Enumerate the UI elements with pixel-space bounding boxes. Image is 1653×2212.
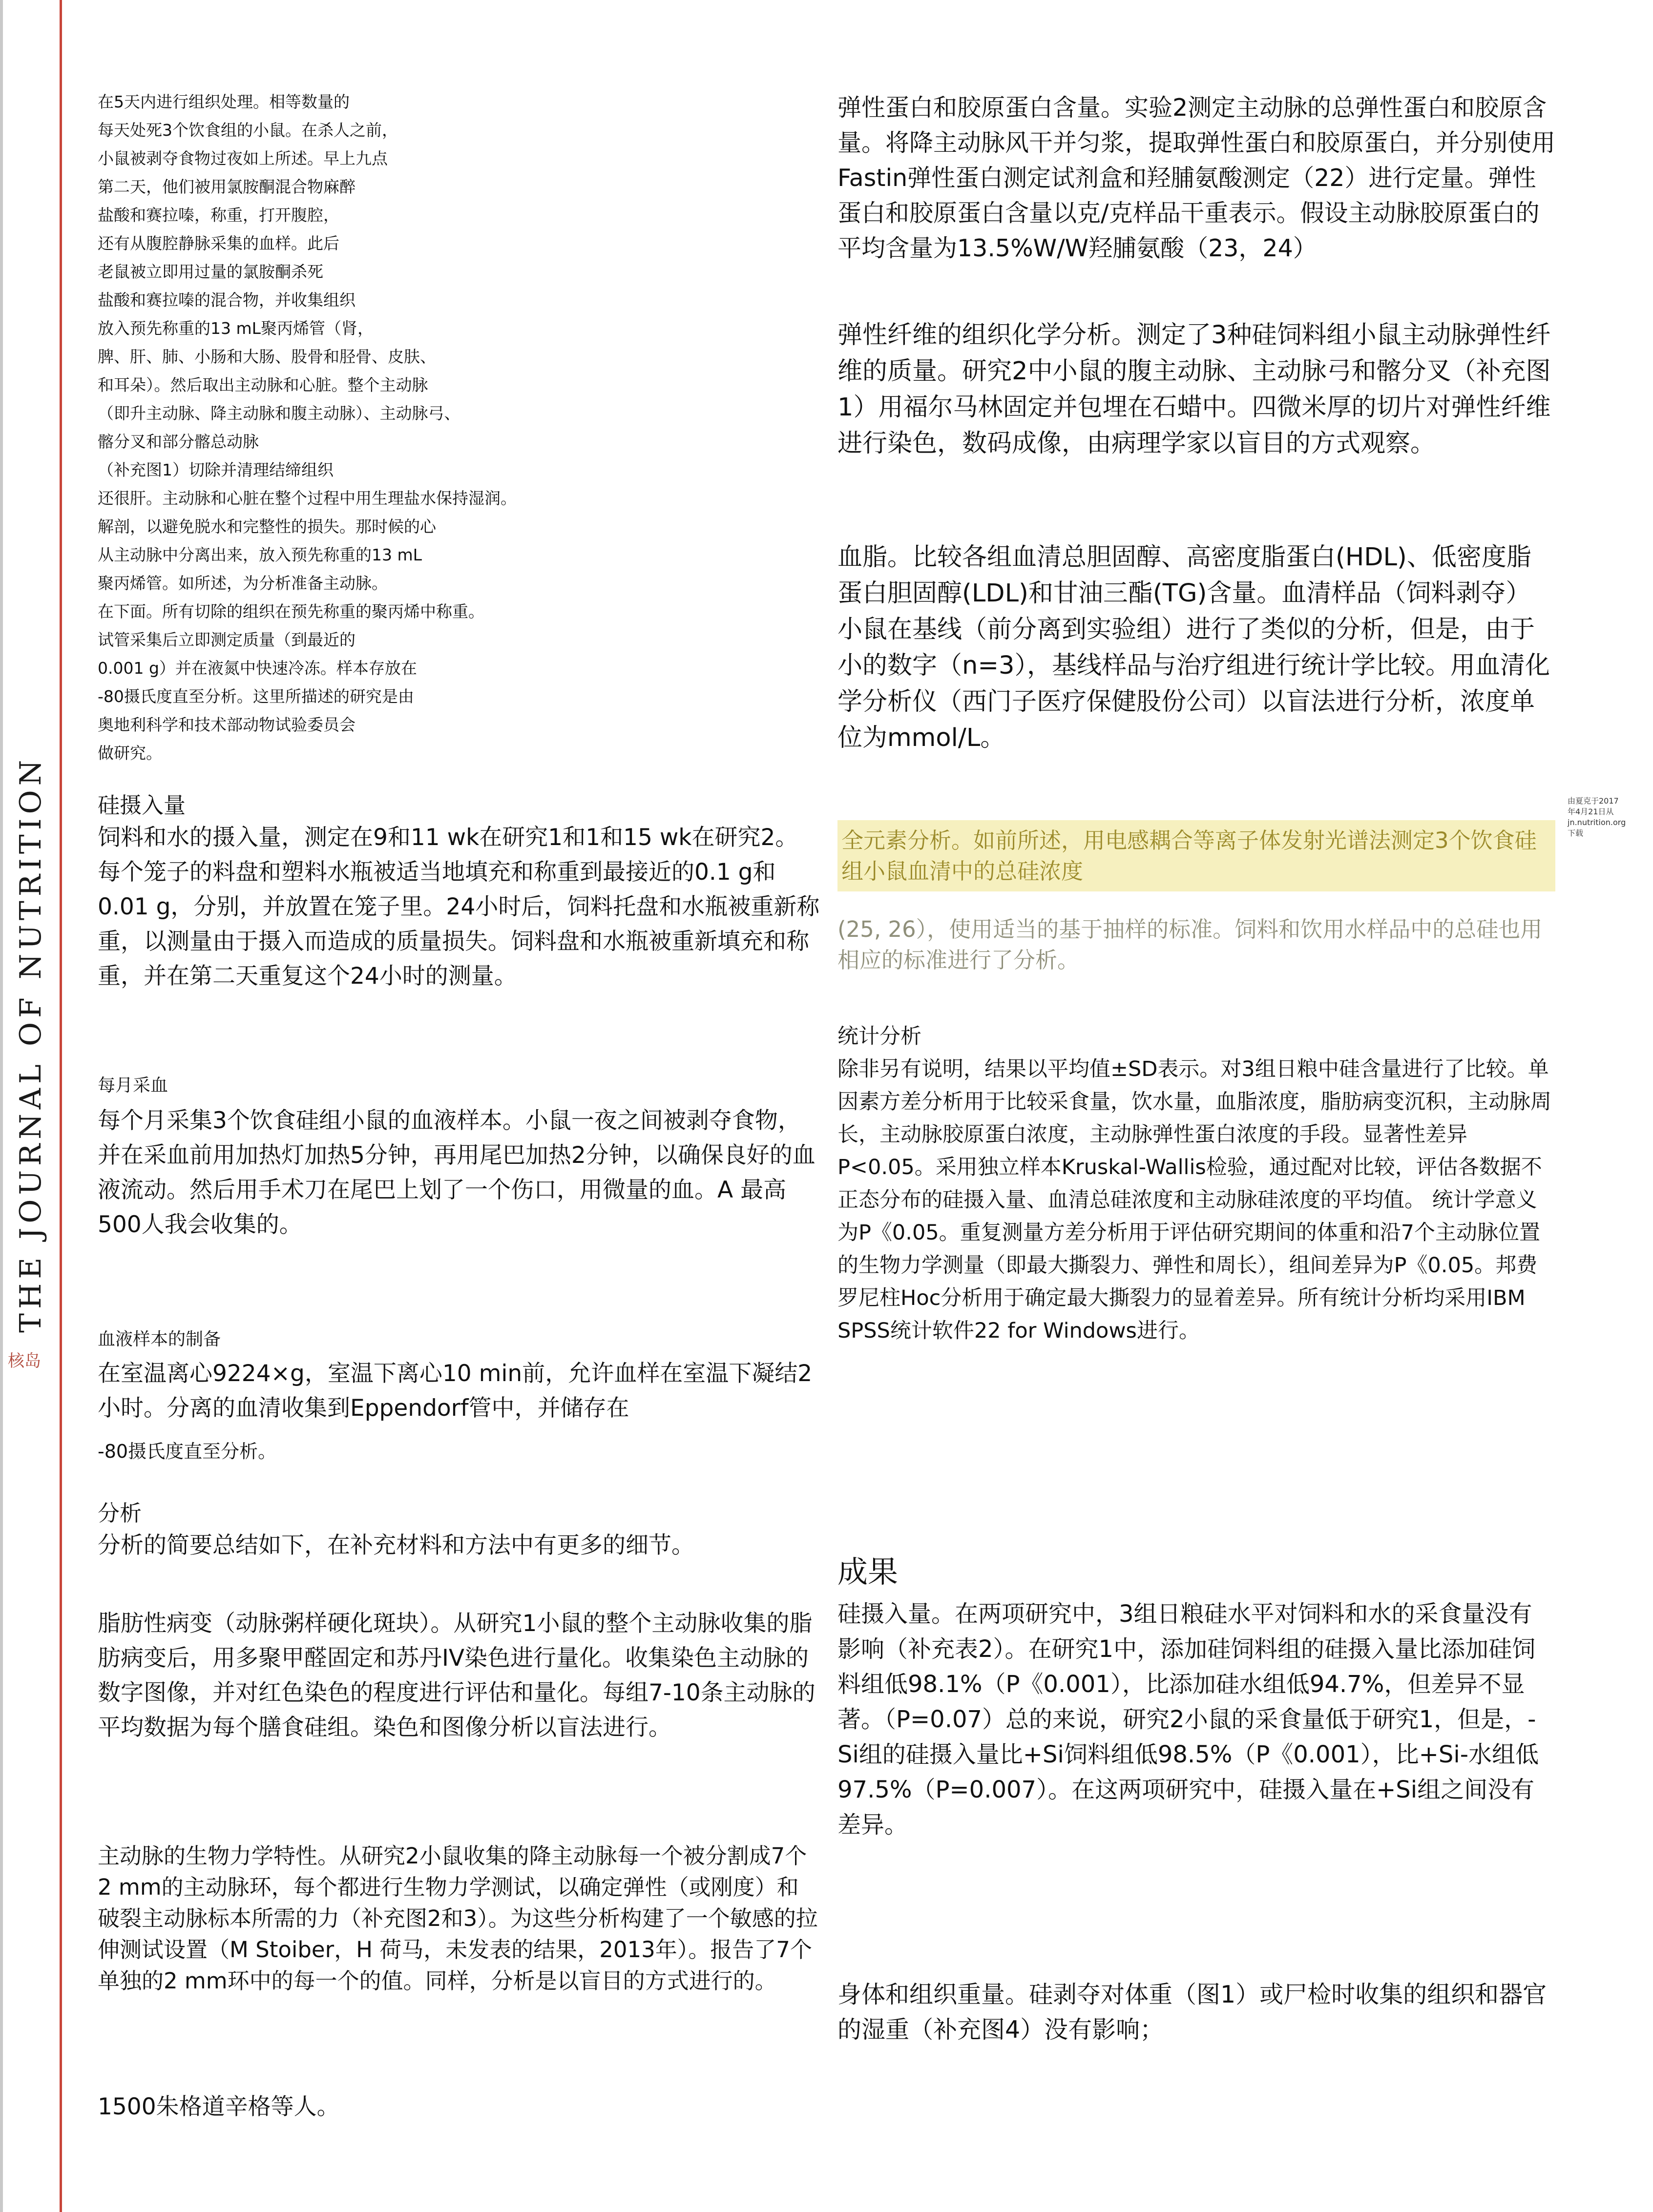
stats-text: 除非另有说明，结果以平均值±SD表示。对3组日粮中硅含量进行了比较。单因素方差分析用于比较采食量，饮水量，血脂浓度，脂肪病变沉积，主动脉周长，主动脉胶原蛋白浓度，主动脉弹性蛋白浓度的手段。显著性差异P<0.05。采用独立样本Kruskal-Wallis检验，通过配对比较，评估各数据不正态分布的硅摄入量、血清总硅浓度和主动脉硅浓度的平均值。 统计学意义为P《0.05。重复测量方差分析用于评估研究期间的体重和沿7个主动脉位置的生物力学测量（即最大撕裂力、弹性和周长），组间差异为P《0.05。邦费罗尼柱Hoc分析用于确定最大撕裂力的显着差异。所有统计分析均采用IBM SPSS统计软件22 for Windows进行。 — [837, 1057, 1551, 1343]
intro-line: 在下面。所有切除的组织在预先称重的聚丙烯中称重。 — [98, 602, 484, 621]
monthly-section — [98, 1074, 820, 1242]
body-weight-section — [837, 1977, 1555, 2047]
footer-section — [98, 2089, 820, 2124]
intro-line: 每天处死3个饮食组的小鼠。在杀人之前， — [98, 121, 398, 140]
element-grey-text: (25, 26），使用适当的基于抽样的标准。饲料和饮用水样品中的总硅也用相应的标准进行了分析。 — [837, 916, 1543, 973]
fatty-text: 脂肪性病变（动脉粥样硬化斑块）。从研究1小鼠的整个主动脉收集的脂肪病变后，用多聚甲醛固定和苏丹IV染色进行量化。收集染色主动脉的数字图像，并对红色染色的程度进行评估和量化。每组7-10条主动脉的平均数据为每个膳食硅组。染色和图像分析以盲法进行。 — [98, 1610, 816, 1741]
element-highlight: 全元素分析。如前所述，用电感耦合等离子体发射光谱法测定3个饮食硅组小鼠血清中的总硅浓度 — [837, 820, 1555, 891]
intro-line: 放入预先称重的13 mL聚丙烯管（肾， — [98, 319, 374, 338]
analysis-heading: 分析 — [98, 1500, 142, 1526]
intro-line: 还很肝。主动脉和心脏在整个过程中用生理盐水保持湿润。 — [98, 489, 517, 508]
intro-line: （补充图1）切除并清理结缔组织 — [98, 460, 334, 479]
intro-line: -80摄氏度直至分析。这里所描述的研究是由 — [98, 687, 414, 706]
intro-line: 第二天，他们被用氯胺酮混合物麻醉 — [98, 177, 356, 196]
si-intake-section — [98, 791, 820, 993]
intro-line: 聚丙烯管。如所述，为分析准备主动脉。 — [98, 574, 388, 593]
intro-line: 盐酸和赛拉嗪，称重，打开腹腔， — [98, 206, 339, 225]
histo-text: 弹性纤维的组织化学分析。测定了3种硅饲料组小鼠主动脉弹性纤维的质量。研究2中小鼠的腹主动脉、主动脉弓和髂分叉（补充图1）用福尔马林固定并包埋在石蜡中。四微米厚的切片对弹性纤维进行染色，数码成像，由病理学家以盲目的方式观察。 — [837, 321, 1551, 458]
intro-line: 解剖，以避免脱水和完整性的损失。那时候的心 — [98, 517, 436, 536]
intro-line: 做研究。 — [98, 744, 162, 763]
results-text: 硅摄入量。在两项研究中，3组日粮硅水平对饲料和水的采食量没有影响（补充表2）。在研究1中，添加硅饲料组的硅摄入量比添加硅饲料组低98.1%（P《0.001），比添加硅水组低94.7%，但差异不显著。（P=0.07）总的来说，研究2小鼠的采食量低于研究1，但是，-Si组的硅摄入量比+Si饲料组低98.5%（P《0.001），比+Si-水组低97.5%（P=0.007）。在这两项研究中，硅摄入量在+Si组之间没有差异。 — [837, 1600, 1539, 1839]
stats-section — [837, 1020, 1555, 1347]
intro-line: 从主动脉中分离出来，放入预先称重的13 mL — [98, 545, 422, 564]
prep-heading: 血液样本的制备 — [98, 1329, 221, 1349]
elastin-text: 弹性蛋白和胶原蛋白含量。实验2测定主动脉的总弹性蛋白和胶原含量。将降主动脉风干并匀浆，提取弹性蛋白和胶原蛋白，并分别使用Fastin弹性蛋白测定试剂盒和羟脯氨酸测定（22）进行定量。弹性蛋白和胶原蛋白含量以克/克样品干重表示。假设主动脉胶原蛋白的平均含量为13.5%W/W羟脯氨酸（23，24） — [837, 94, 1556, 262]
intro-line: 还有从腹腔静脉采集的血样。此后 — [98, 234, 339, 253]
si-intake-text: 饲料和水的摄入量，测定在9和11 wk在研究1和1和15 wk在研究2。每个笼子的料盘和塑料水瓶被适当地填充和称重到最接近的0.1 g和0.01 g，分别，并放置在笼子里。24小时后，饲料托盘和水瓶被重新称重，以测量由于摄入而造成的质量损失。饲料盘和水瓶被重新填充和称重，并在第二天重复这个24小时的测量。 — [98, 824, 820, 990]
lipids-text: 血脂。比较各组血清总胆固醇、高密度脂蛋白(HDL)、低密度脂蛋白胆固醇(LDL)和甘油三酯(TG)含量。血清样品（饲料剥夺）小鼠在基线（前分离到实验组）进行了类似的分析，但是，由于小的数字（n=3），基线样品与治疗组进行统计学比较。用血清化学分析仪（西门子医疗保健股份公司）以盲法进行分析，浓度单位为mmol/L。 — [837, 543, 1550, 752]
page-edge — [0, 0, 3, 2212]
intro-line: 髂分叉和部分髂总动脉 — [98, 432, 259, 451]
results-heading: 成果 — [837, 1554, 899, 1590]
intro-line: （即升主动脉、降主动脉和腹主动脉）、主动脉弓、 — [98, 404, 460, 423]
biomech-section — [98, 1840, 820, 1997]
intro-line: 0.001 g）并在液氮中快速冷冻。样本存放在 — [98, 659, 417, 678]
intro-line: 试管采集后立即测定质量（到最近的 — [98, 630, 356, 649]
elastin-section — [837, 90, 1555, 266]
intro-line: 老鼠被立即用过量的氯胺酮杀死 — [98, 262, 323, 281]
stats-heading: 统计分析 — [837, 1024, 921, 1049]
intro-line: 小鼠被剥夺食物过夜如上所述。早上九点 — [98, 149, 388, 168]
intro-line: 盐酸和赛拉嗪的混合物，并收集组织 — [98, 290, 356, 310]
intro-line: 和耳朵）。然后取出主动脉和心脏。整个主动脉 — [98, 375, 428, 394]
page-footer: 1500朱格道辛格等人。 — [98, 2093, 340, 2120]
biomech-text: 主动脉的生物力学特性。从研究2小鼠收集的降主动脉每一个被分割成7个2 mm的主动脉环，每个都进行生物力学测试，以确定弹性（或刚度）和破裂主动脉标本所需的力（补充图2和3）。为这些分析构建了一个敏感的拉伸测试设置（M Stoiber，H 荷马，未发表的结果，2013年）。报告了7个单独的2 mm环中的每一个的值。同样，分析是以盲目的方式进行的。 — [98, 1843, 818, 1994]
fatty-section — [98, 1606, 820, 1745]
lipids-section — [837, 539, 1555, 756]
body-weight-text: 身体和组织重量。硅剥夺对体重（图1）或尸检时收集的组织和器官的湿重（补充图4）没有影响； — [837, 1981, 1547, 2044]
histo-section — [837, 317, 1555, 462]
prep-text: 在室温离心9224×g，室温下离心10 min前，允许血样在室温下凝结2小时。分离的血清收集到Eppendorf管中，并储存在 — [98, 1360, 813, 1422]
journal-title: THE JOURNAL OF NUTRITION — [14, 755, 48, 1333]
analysis-text: 分析的简要总结如下，在补充材料和方法中有更多的细节。 — [98, 1532, 694, 1559]
element-section — [837, 820, 1555, 975]
margin-mark: 核岛 — [8, 1351, 41, 1371]
intro-line: 在5天内进行组织处理。相等数量的 — [98, 92, 350, 111]
intro-paragraph — [98, 88, 820, 767]
intro-line: 脾、肝、肺、小肠和大肠、股骨和胫骨、皮肤、 — [98, 347, 436, 366]
monthly-heading: 每月采血 — [98, 1075, 168, 1096]
analysis-section — [98, 1499, 820, 1563]
left-column — [98, 88, 820, 767]
si-intake-heading: 硅摄入量 — [98, 792, 186, 818]
prep-section — [98, 1328, 820, 1466]
results-section — [837, 1552, 1555, 1842]
intro-line: 奥地利科学和技术部动物试验委员会 — [98, 715, 356, 734]
prep-tail: -80摄氏度直至分析。 — [98, 1441, 277, 1462]
download-note: 由夏克于2017年4月21日从jn.nutrition.org下载 — [1568, 796, 1626, 838]
margin-rule — [60, 0, 62, 2212]
monthly-text: 每个月采集3个饮食硅组小鼠的血液样本。小鼠一夜之间被剥夺食物，并在采血前用加热灯加热5分钟，再用尾巴加热2分钟，以确保良好的血液流动。然后用手术刀在尾巴上划了一个伤口，用微量的血。A 最高500人我会收集的。 — [98, 1107, 816, 1238]
